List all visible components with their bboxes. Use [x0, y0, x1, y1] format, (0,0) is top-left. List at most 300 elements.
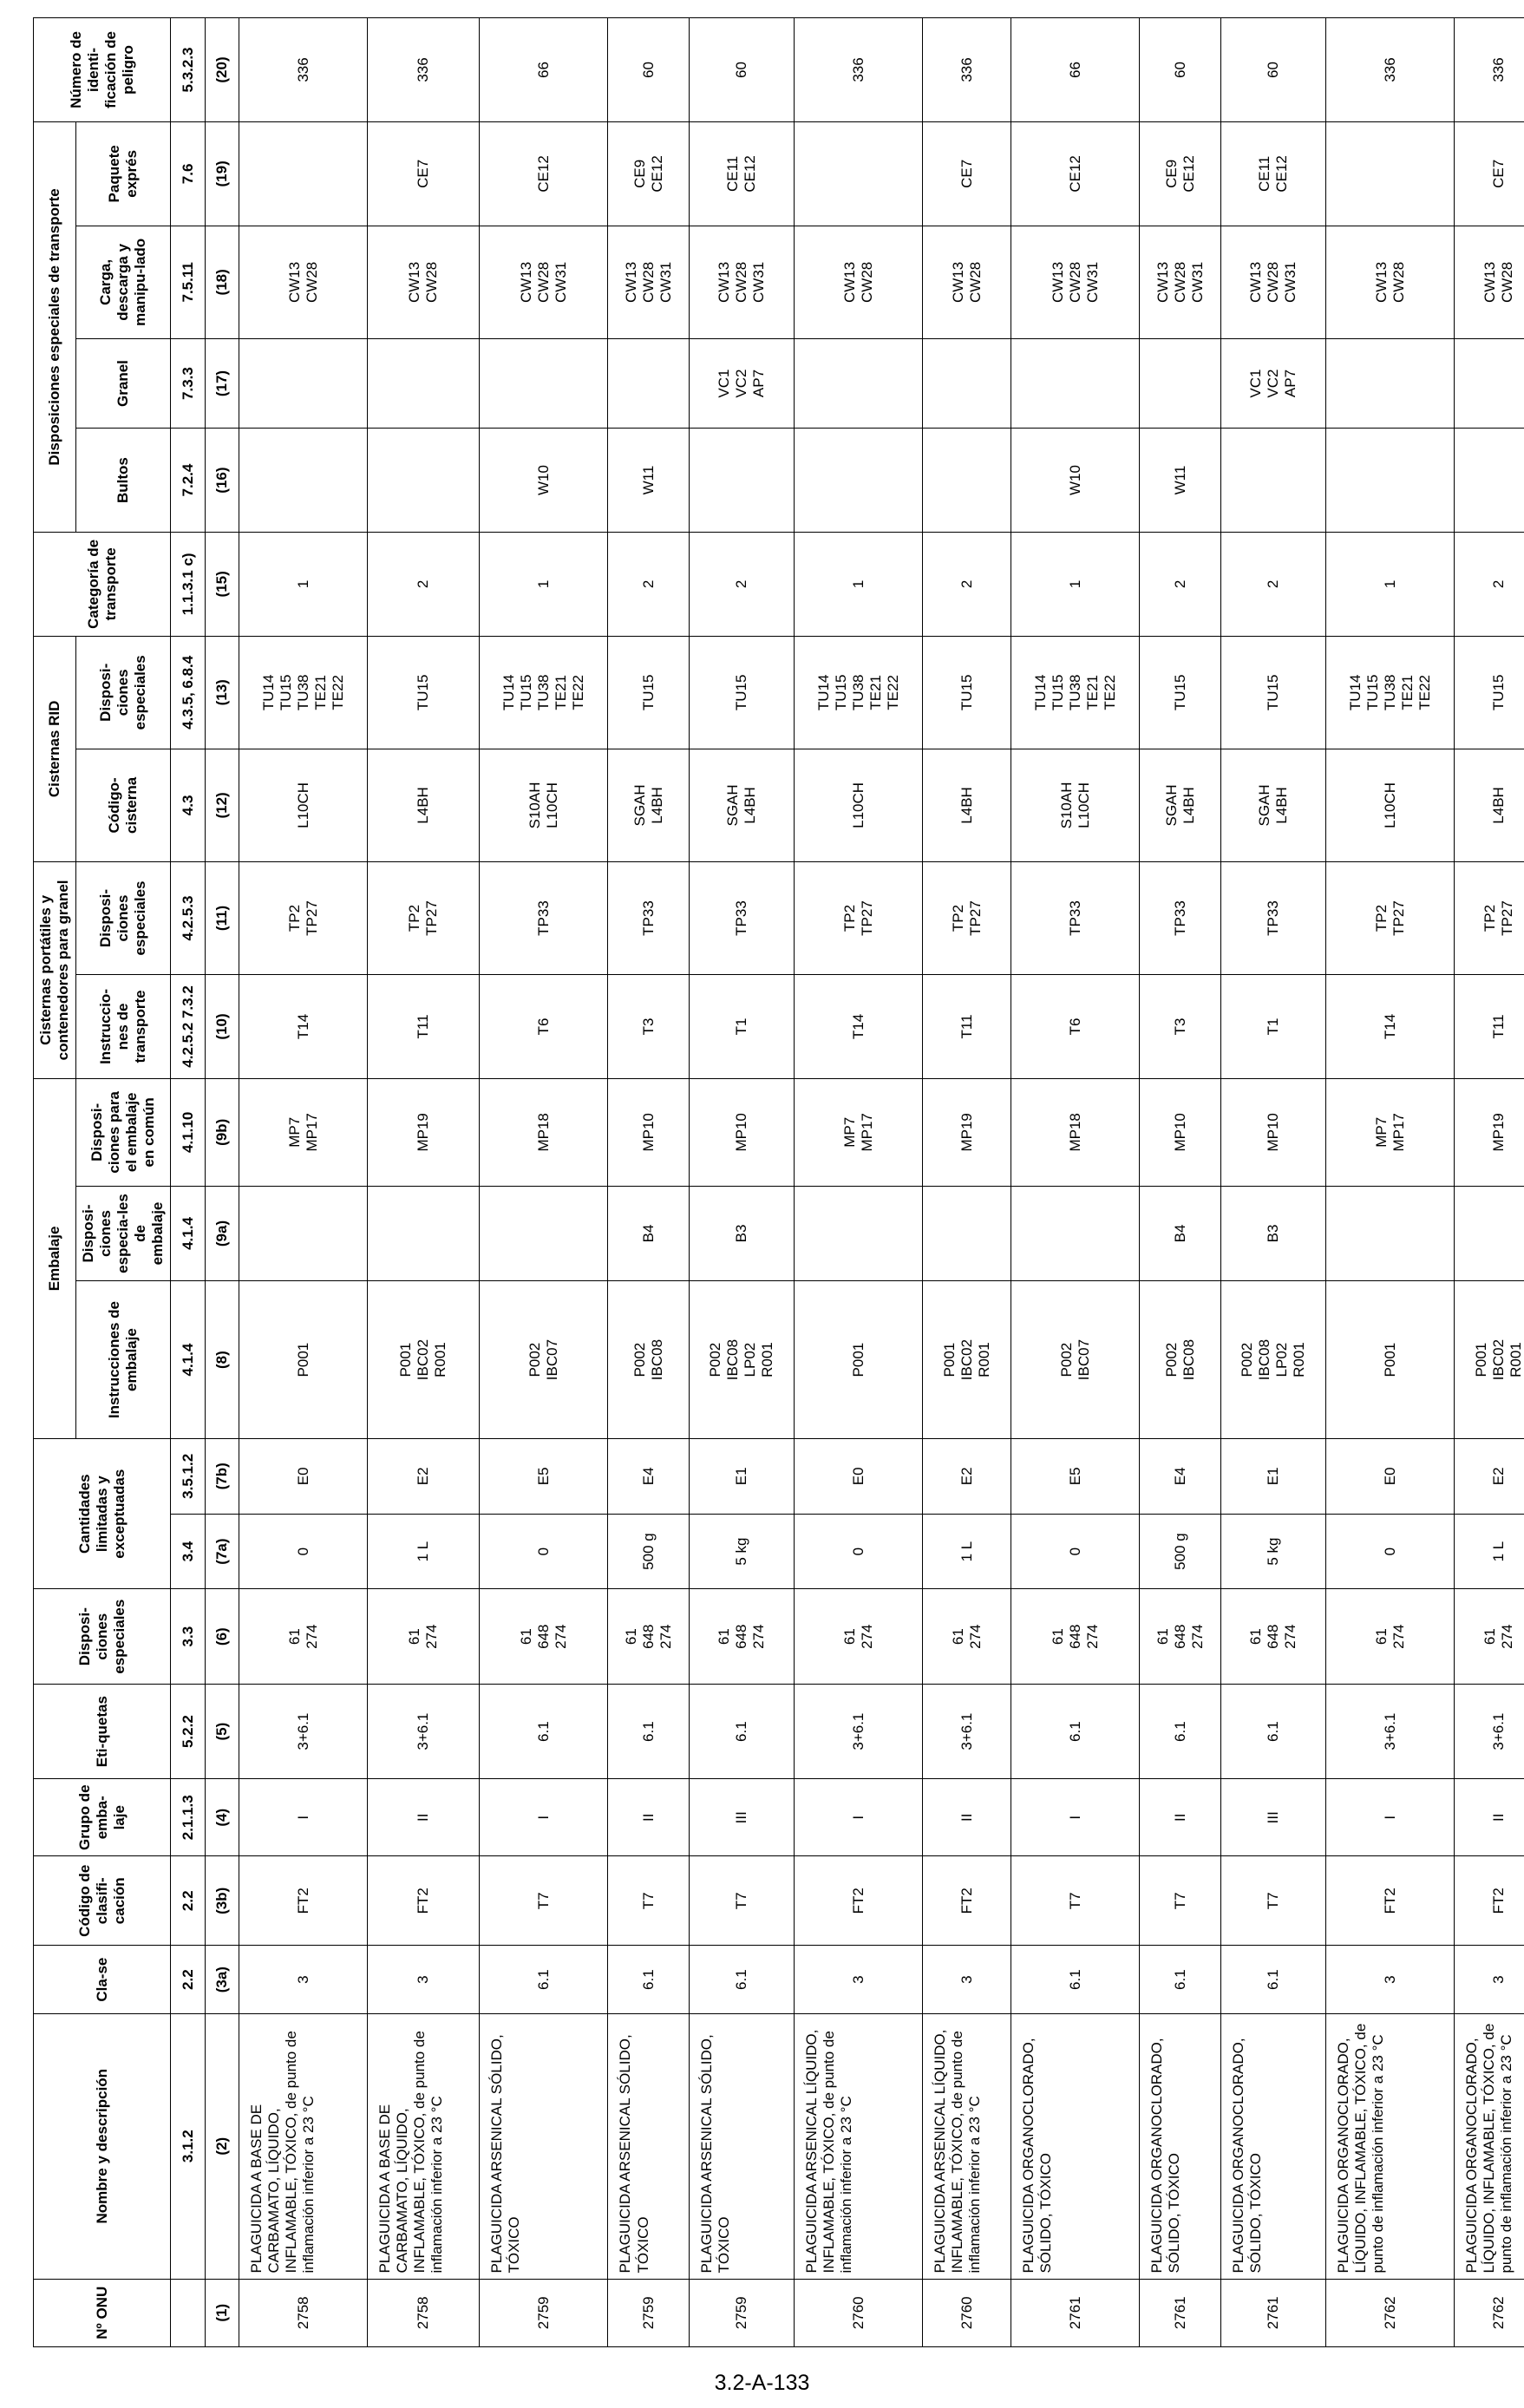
table-cell: 2758: [368, 2279, 480, 2346]
table-cell: L10CH: [239, 749, 368, 861]
table-cell: E2: [1455, 1438, 1524, 1514]
table-cell: MP7 MP17: [239, 1078, 368, 1186]
table-cell: S10AH L10CH: [480, 749, 608, 861]
table-cell: SGAH L4BH: [1140, 749, 1221, 861]
table-cell: 6.1: [1011, 1684, 1140, 1778]
table-cell: TU15: [1140, 636, 1221, 749]
table-row: [608, 18, 690, 2347]
table-row: [795, 18, 923, 2347]
table-cell: II: [608, 1779, 690, 1856]
table-cell: FT2: [1455, 1856, 1524, 1946]
table-cell: 2761: [1011, 2279, 1140, 2346]
table-cell: TU15: [368, 636, 480, 749]
table-cell: SGAH L4BH: [690, 749, 795, 861]
table-cell: [923, 1186, 1011, 1280]
table-cell: TU15: [923, 636, 1011, 749]
table-cell: 3: [1455, 1946, 1524, 2013]
table-cell: MP10: [690, 1078, 795, 1186]
table-cell: [690, 429, 795, 533]
table-cell: 61 274: [368, 1589, 480, 1684]
table-cell: 1: [1326, 532, 1455, 636]
table-cell: CE12: [480, 121, 608, 226]
column-number-row: [205, 18, 239, 2347]
table-cell: T6: [1011, 975, 1140, 1079]
colnum-cell: (6): [205, 1589, 239, 1684]
table-cell: P002 IBC08: [608, 1281, 690, 1439]
ref-cell: 7.3.3: [171, 338, 205, 428]
table-cell: 66: [480, 18, 608, 122]
ref-cell: 3.1.2: [171, 2013, 205, 2279]
table-cell: [1221, 429, 1326, 533]
table-cell: CE7: [1455, 121, 1524, 226]
colnum-cell: (9b): [205, 1078, 239, 1186]
table-cell: 61 274: [239, 1589, 368, 1684]
table-cell: [1011, 1186, 1140, 1280]
table-cell: 2: [1140, 532, 1221, 636]
table-cell: L10CH: [795, 749, 923, 861]
table-cell: I: [1326, 1779, 1455, 1856]
table-cell: P002 IBC07: [480, 1281, 608, 1439]
table-cell: TP2 TP27: [1326, 861, 1455, 974]
table-cell: CE9 CE12: [608, 121, 690, 226]
table-cell: 2758: [239, 2279, 368, 2346]
table-cell: B4: [608, 1186, 690, 1280]
table-cell: 60: [690, 18, 795, 122]
table-cell: 3+6.1: [1455, 1684, 1524, 1778]
colnum-cell: (7b): [205, 1438, 239, 1514]
table-cell: 6.1: [1140, 1946, 1221, 2013]
colnum-cell: (9a): [205, 1186, 239, 1280]
table-cell: 6.1: [480, 1946, 608, 2013]
table-row: [1140, 18, 1221, 2347]
table-cell: MP19: [1455, 1078, 1524, 1186]
colnum-cell: (16): [205, 429, 239, 533]
table-cell: 5 kg: [690, 1514, 795, 1589]
name-cell: PLAGUICIDA ARSENICAL SÓLIDO, TÓXICO: [480, 2013, 608, 2279]
name-cell: PLAGUICIDA ORGANOCLORADO, SÓLIDO, TÓXICO: [1011, 2013, 1140, 2279]
table-cell: CW13 CW28: [795, 226, 923, 338]
table-cell: B3: [690, 1186, 795, 1280]
table-cell: FT2: [795, 1856, 923, 1946]
ref-cell: [171, 2279, 205, 2346]
header-codigo: Código de clasifi-cación: [34, 1856, 171, 1946]
table-cell: T1: [1221, 975, 1326, 1079]
table-cell: 2760: [795, 2279, 923, 2346]
ref-cell: 3.3: [171, 1589, 205, 1684]
table-cell: E1: [1221, 1438, 1326, 1514]
table-cell: 6.1: [690, 1684, 795, 1778]
table-cell: [795, 429, 923, 533]
ref-cell: 4.3.5, 6.8.4: [171, 636, 205, 749]
table-cell: P002 IBC08 LP02 R001: [690, 1281, 795, 1439]
table-cell: 61 648 274: [1140, 1589, 1221, 1684]
table-cell: T11: [923, 975, 1011, 1079]
table-cell: MP19: [923, 1078, 1011, 1186]
table-cell: 336: [923, 18, 1011, 122]
table-cell: [923, 338, 1011, 428]
header-instrucciones-transporte: Instruccio-nes de transporte: [76, 975, 171, 1079]
table-cell: T7: [480, 1856, 608, 1946]
table-cell: [239, 1186, 368, 1280]
table-cell: TU14 TU15 TU38 TE21 TE22: [480, 636, 608, 749]
colnum-cell: (15): [205, 532, 239, 636]
table-cell: 1 L: [1455, 1514, 1524, 1589]
table-cell: SGAH L4BH: [608, 749, 690, 861]
table-cell: W10: [1011, 429, 1140, 533]
table-cell: 2759: [608, 2279, 690, 2346]
table-cell: W11: [1140, 429, 1221, 533]
table-cell: T14: [239, 975, 368, 1079]
table-cell: MP18: [1011, 1078, 1140, 1186]
table-cell: 1: [1011, 532, 1140, 636]
table-cell: E5: [480, 1438, 608, 1514]
table-cell: 3+6.1: [1326, 1684, 1455, 1778]
table-cell: VC1 VC2 AP7: [1221, 338, 1326, 428]
table-cell: L4BH: [1455, 749, 1524, 861]
table-cell: TP2 TP27: [368, 861, 480, 974]
header-cisternas-rid: Cisternas RID: [34, 636, 76, 861]
table-cell: [923, 429, 1011, 533]
table-cell: TP33: [608, 861, 690, 974]
table-cell: MP10: [608, 1078, 690, 1186]
table-cell: 3: [239, 1946, 368, 2013]
table-cell: E2: [368, 1438, 480, 1514]
table-cell: [795, 1186, 923, 1280]
table-cell: 6.1: [608, 1946, 690, 2013]
table-cell: [1455, 338, 1524, 428]
table-cell: TU15: [690, 636, 795, 749]
table-cell: 2761: [1140, 2279, 1221, 2346]
table-row: [1221, 18, 1326, 2347]
table-cell: 336: [795, 18, 923, 122]
table-cell: [1140, 338, 1221, 428]
table-cell: 60: [1140, 18, 1221, 122]
header-nombre: Nombre y descripción: [34, 2013, 171, 2279]
table-cell: [239, 338, 368, 428]
name-cell: PLAGUICIDA ORGANOCLORADO, SÓLIDO, TÓXICO: [1221, 2013, 1326, 2279]
table-cell: TP33: [480, 861, 608, 974]
table-cell: 2: [1455, 532, 1524, 636]
table-cell: [239, 121, 368, 226]
table-cell: [795, 338, 923, 428]
colnum-cell: (2): [205, 2013, 239, 2279]
colnum-cell: (20): [205, 18, 239, 122]
header-grupo: Grupo de emba-laje: [34, 1779, 171, 1856]
table-cell: [1326, 121, 1455, 226]
table-cell: B3: [1221, 1186, 1326, 1280]
table-cell: [795, 121, 923, 226]
table-cell: E0: [1326, 1438, 1455, 1514]
table-cell: [1326, 338, 1455, 428]
colnum-cell: (19): [205, 121, 239, 226]
header-embalaje: Embalaje: [34, 1078, 76, 1438]
table-cell: TU15: [1221, 636, 1326, 749]
table-cell: P002 IBC08: [1140, 1281, 1221, 1439]
table-cell: TP33: [1140, 861, 1221, 974]
table-cell: T11: [1455, 975, 1524, 1079]
table-cell: SGAH L4BH: [1221, 749, 1326, 861]
table-cell: [1455, 429, 1524, 533]
ref-cell: 7.5.11: [171, 226, 205, 338]
colnum-cell: (11): [205, 861, 239, 974]
table-cell: E4: [608, 1438, 690, 1514]
header-disp-especiales-embalaje: Disposi-ciones especia-les de embalaje: [76, 1186, 171, 1280]
table-cell: P001: [1326, 1281, 1455, 1439]
table-cell: TP2 TP27: [1455, 861, 1524, 974]
table-cell: [608, 338, 690, 428]
colnum-cell: (18): [205, 226, 239, 338]
header-instrucciones-embalaje: Instrucciones de embalaje: [76, 1281, 171, 1439]
header-codigo-cisterna: Código-cisterna: [76, 749, 171, 861]
table-cell: P001 IBC02 R001: [1455, 1281, 1524, 1439]
table-cell: [1455, 1186, 1524, 1280]
table-cell: 6.1: [1221, 1946, 1326, 2013]
dangerous-goods-table: [33, 17, 1524, 2347]
table-cell: CE9 CE12: [1140, 121, 1221, 226]
table-cell: TP2 TP27: [795, 861, 923, 974]
colnum-cell: (8): [205, 1281, 239, 1439]
table-cell: T7: [1140, 1856, 1221, 1946]
table-cell: 2762: [1326, 2279, 1455, 2346]
table-cell: 336: [1326, 18, 1455, 122]
header-disp-especiales-rid: Disposi-ciones especiales: [76, 636, 171, 749]
table-row: [1455, 18, 1524, 2347]
table-body: [171, 18, 1524, 2347]
table-cell: T7: [608, 1856, 690, 1946]
ref-cell: 7.6: [171, 121, 205, 226]
table-cell: 6.1: [1140, 1684, 1221, 1778]
header-row-1: [34, 18, 76, 2347]
header-cisternas-portatiles: Cisternas portátiles y contenedores para granel: [34, 861, 76, 1078]
table-cell: T14: [795, 975, 923, 1079]
table-cell: TU14 TU15 TU38 TE21 TE22: [1326, 636, 1455, 749]
table-cell: 2: [1221, 532, 1326, 636]
table-cell: CW13 CW28 CW31: [690, 226, 795, 338]
table-cell: [368, 429, 480, 533]
table-cell: T1: [690, 975, 795, 1079]
table-cell: [239, 429, 368, 533]
table-cell: I: [1011, 1779, 1140, 1856]
header-bultos: Bultos: [76, 429, 171, 533]
header-disp-especiales-transporte: Disposiciones especiales de transporte: [34, 121, 76, 532]
table-cell: 2: [690, 532, 795, 636]
table-cell: MP7 MP17: [795, 1078, 923, 1186]
table-cell: TP33: [690, 861, 795, 974]
table-cell: 61 274: [1326, 1589, 1455, 1684]
name-cell: PLAGUICIDA ARSENICAL LÍQUIDO, INFLAMABLE, TÓXICO, de punto de inflamación inferior a 23 °C: [923, 2013, 1011, 2279]
table-cell: 2762: [1455, 2279, 1524, 2346]
colnum-cell: (7a): [205, 1514, 239, 1589]
table-cell: MP10: [1140, 1078, 1221, 1186]
table-cell: CE11 CE12: [690, 121, 795, 226]
table-cell: CW13 CW28 CW31: [1011, 226, 1140, 338]
colnum-cell: (12): [205, 749, 239, 861]
table-cell: T3: [608, 975, 690, 1079]
table-cell: I: [480, 1779, 608, 1856]
table-cell: TP33: [1221, 861, 1326, 974]
table-cell: CW13 CW28: [1326, 226, 1455, 338]
table-cell: 2: [608, 532, 690, 636]
table-cell: 6.1: [1221, 1684, 1326, 1778]
table-cell: 61 648 274: [1221, 1589, 1326, 1684]
table-cell: CW13 CW28: [239, 226, 368, 338]
table-cell: 3: [1326, 1946, 1455, 2013]
table-cell: 1: [480, 532, 608, 636]
table-cell: S10AH L10CH: [1011, 749, 1140, 861]
table-cell: CW13 CW28: [368, 226, 480, 338]
header-disp-especiales-cp: Disposi-ciones especiales: [76, 861, 171, 974]
ref-cell: 4.1.4: [171, 1186, 205, 1280]
table-cell: L10CH: [1326, 749, 1455, 861]
table-cell: FT2: [923, 1856, 1011, 1946]
table-cell: T7: [690, 1856, 795, 1946]
table-cell: 2759: [690, 2279, 795, 2346]
table-cell: 61 274: [795, 1589, 923, 1684]
table-cell: L4BH: [368, 749, 480, 861]
ref-cell: 2.2: [171, 1856, 205, 1946]
page-number: 3.2-A-133: [714, 2371, 810, 2395]
table-row: [923, 18, 1011, 2347]
header-disp-especiales: Disposi-ciones especiales: [34, 1589, 171, 1684]
table-cell: P001: [239, 1281, 368, 1439]
table-cell: CE7: [923, 121, 1011, 226]
table-cell: P001: [795, 1281, 923, 1439]
table-cell: 60: [608, 18, 690, 122]
table-cell: [480, 1186, 608, 1280]
rotated-table-wrapper: [33, 17, 1524, 2347]
table-cell: 0: [795, 1514, 923, 1589]
table-cell: TP33: [1011, 861, 1140, 974]
table-row: [368, 18, 480, 2347]
table-cell: [368, 338, 480, 428]
table-cell: 500 g: [608, 1514, 690, 1589]
table-cell: CW13 CW28: [1455, 226, 1524, 338]
table-cell: 336: [1455, 18, 1524, 122]
table-cell: TP2 TP27: [923, 861, 1011, 974]
ref-cell: 2.1.1.3: [171, 1779, 205, 1856]
table-cell: 0: [480, 1514, 608, 1589]
table-cell: 3: [923, 1946, 1011, 2013]
table-row: [239, 18, 368, 2347]
table-cell: 6.1: [608, 1684, 690, 1778]
table-cell: 6.1: [1011, 1946, 1140, 2013]
header-no-onu: Nº ONU: [34, 2279, 171, 2346]
ref-cell: 1.1.3.1 c): [171, 532, 205, 636]
ref-cell: 5.3.2.3: [171, 18, 205, 122]
name-cell: PLAGUICIDA ORGANOCLORADO, LÍQUIDO, INFLAMABLE, TÓXICO, de punto de inflamación inferior a 23 °C: [1326, 2013, 1455, 2279]
table-cell: II: [1140, 1779, 1221, 1856]
table-cell: [1326, 1186, 1455, 1280]
table-cell: II: [368, 1779, 480, 1856]
colnum-cell: (3a): [205, 1946, 239, 2013]
table-cell: II: [923, 1779, 1011, 1856]
table-cell: 3+6.1: [923, 1684, 1011, 1778]
name-cell: PLAGUICIDA A BASE DE CARBAMATO, LÍQUIDO, INFLAMABLE, TÓXICO, de punto de inflamación inferior a 23 °C: [368, 2013, 480, 2279]
table-cell: MP10: [1221, 1078, 1326, 1186]
table-cell: TU15: [608, 636, 690, 749]
table-cell: FT2: [239, 1856, 368, 1946]
table-cell: 61 648 274: [480, 1589, 608, 1684]
colnum-cell: (4): [205, 1779, 239, 1856]
table-cell: 2761: [1221, 2279, 1326, 2346]
table-cell: 3: [368, 1946, 480, 2013]
table-cell: T14: [1326, 975, 1455, 1079]
table-cell: 2: [923, 532, 1011, 636]
table-cell: CW13 CW28 CW31: [1140, 226, 1221, 338]
table-cell: T6: [480, 975, 608, 1079]
table-cell: TU14 TU15 TU38 TE21 TE22: [1011, 636, 1140, 749]
table-cell: 3+6.1: [239, 1684, 368, 1778]
colnum-cell: (10): [205, 975, 239, 1079]
table-cell: 61 274: [923, 1589, 1011, 1684]
colnum-cell: (3b): [205, 1856, 239, 1946]
table-cell: T7: [1011, 1856, 1140, 1946]
table-cell: TU15: [1455, 636, 1524, 749]
name-cell: PLAGUICIDA ARSENICAL SÓLIDO, TÓXICO: [608, 2013, 690, 2279]
ref-cell: 4.1.4: [171, 1281, 205, 1439]
table-cell: T7: [1221, 1856, 1326, 1946]
name-cell: PLAGUICIDA ORGANOCLORADO, SÓLIDO, TÓXICO: [1140, 2013, 1221, 2279]
table-cell: CW13 CW28 CW31: [480, 226, 608, 338]
name-cell: PLAGUICIDA ORGANOCLORADO, LÍQUIDO, INFLAMABLE, TÓXICO, de punto de inflamación inferior a 23 °C: [1455, 2013, 1524, 2279]
table-cell: 2760: [923, 2279, 1011, 2346]
table-cell: 0: [1326, 1514, 1455, 1589]
table-cell: III: [690, 1779, 795, 1856]
table-row: [480, 18, 608, 2347]
table-cell: FT2: [368, 1856, 480, 1946]
table-cell: B4: [1140, 1186, 1221, 1280]
colnum-cell: (13): [205, 636, 239, 749]
ref-cell: 5.2.2: [171, 1684, 205, 1778]
header-clase: Cla-se: [34, 1946, 171, 2013]
table-cell: P002 IBC07: [1011, 1281, 1140, 1439]
table-cell: P002 IBC08 LP02 R001: [1221, 1281, 1326, 1439]
table-cell: E0: [239, 1438, 368, 1514]
table-cell: I: [795, 1779, 923, 1856]
table-cell: P001 IBC02 R001: [368, 1281, 480, 1439]
table-cell: 336: [368, 18, 480, 122]
table-cell: 61 274: [1455, 1589, 1524, 1684]
colnum-cell: (17): [205, 338, 239, 428]
table-cell: CE7: [368, 121, 480, 226]
header-numero-peligro: Número de identi-ficación de peligro: [34, 18, 171, 122]
table-cell: 66: [1011, 18, 1140, 122]
table-cell: TU14 TU15 TU38 TE21 TE22: [239, 636, 368, 749]
table-cell: 5 kg: [1221, 1514, 1326, 1589]
table-cell: 1 L: [923, 1514, 1011, 1589]
table-cell: E4: [1140, 1438, 1221, 1514]
table-cell: II: [1455, 1779, 1524, 1856]
table-cell: CE11 CE12: [1221, 121, 1326, 226]
table-cell: 336: [239, 18, 368, 122]
table-cell: E0: [795, 1438, 923, 1514]
table-cell: 61 648 274: [608, 1589, 690, 1684]
table-cell: 3+6.1: [795, 1684, 923, 1778]
colnum-cell: (1): [205, 2279, 239, 2346]
table-cell: MP18: [480, 1078, 608, 1186]
table-cell: VC1 VC2 AP7: [690, 338, 795, 428]
table-cell: [1326, 429, 1455, 533]
table-cell: 1 L: [368, 1514, 480, 1589]
table-cell: MP7 MP17: [1326, 1078, 1455, 1186]
table-row: [1326, 18, 1455, 2347]
table-cell: 2: [368, 532, 480, 636]
table-cell: [368, 1186, 480, 1280]
table-cell: 1: [795, 532, 923, 636]
table-cell: 3: [795, 1946, 923, 2013]
table-cell: CW13 CW28: [923, 226, 1011, 338]
table-cell: 60: [1221, 18, 1326, 122]
